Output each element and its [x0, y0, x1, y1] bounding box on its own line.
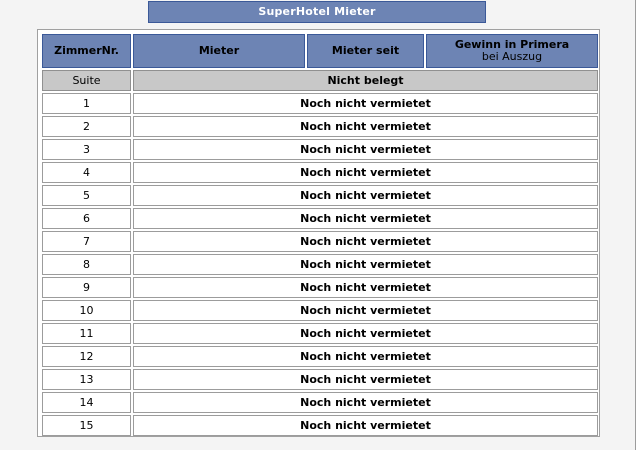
room-number-cell: 11 — [42, 323, 131, 344]
table-row — [42, 369, 598, 390]
room-number-cell: 8 — [42, 254, 131, 275]
column-header-profit-subtitle: bei Auszug — [481, 50, 543, 63]
room-status-cell: Noch nicht vermietet — [133, 346, 598, 367]
room-number-cell: 10 — [42, 300, 131, 321]
room-number-cell: 12 — [42, 346, 131, 367]
page-title: SuperHotel Mieter — [148, 1, 486, 23]
tenant-panel — [37, 29, 600, 437]
table-row — [42, 254, 598, 275]
table-row — [42, 185, 598, 206]
room-status-cell: Noch nicht vermietet — [133, 162, 598, 183]
table-row — [42, 162, 598, 183]
room-number-cell: 14 — [42, 392, 131, 413]
suite-row — [42, 70, 598, 91]
table-row — [42, 93, 598, 114]
column-header-profit — [426, 34, 598, 68]
table-row — [42, 277, 598, 298]
column-header-room: ZimmerNr. — [42, 34, 131, 68]
room-number-cell: 5 — [42, 185, 131, 206]
column-header-profit-title: Gewinn in Primera — [454, 38, 570, 51]
room-status-cell: Noch nicht vermietet — [133, 415, 598, 436]
column-header-tenant: Mieter — [133, 34, 305, 68]
room-number-cell: 7 — [42, 231, 131, 252]
table-row — [42, 116, 598, 137]
room-status-cell: Noch nicht vermietet — [133, 392, 598, 413]
room-status-cell: Noch nicht vermietet — [133, 139, 598, 160]
room-status-cell: Noch nicht vermietet — [133, 277, 598, 298]
table-row — [42, 415, 598, 436]
room-number-cell: 13 — [42, 369, 131, 390]
room-status-cell: Noch nicht vermietet — [133, 116, 598, 137]
room-status-cell: Noch nicht vermietet — [133, 185, 598, 206]
table-row — [42, 392, 598, 413]
room-number-cell: 15 — [42, 415, 131, 436]
room-number-cell: 1 — [42, 93, 131, 114]
table-row — [42, 231, 598, 252]
room-status-cell: Noch nicht vermietet — [133, 231, 598, 252]
room-status-cell: Noch nicht vermietet — [133, 208, 598, 229]
suite-room-cell: Suite — [42, 70, 131, 91]
table-row — [42, 346, 598, 367]
tenant-table — [40, 32, 600, 438]
room-status-cell: Noch nicht vermietet — [133, 93, 598, 114]
room-number-cell: 6 — [42, 208, 131, 229]
room-number-cell: 4 — [42, 162, 131, 183]
suite-status-cell: Nicht belegt — [133, 70, 598, 91]
room-number-cell: 9 — [42, 277, 131, 298]
room-number-cell: 2 — [42, 116, 131, 137]
table-row — [42, 300, 598, 321]
room-status-cell: Noch nicht vermietet — [133, 369, 598, 390]
room-status-cell: Noch nicht vermietet — [133, 323, 598, 344]
table-row — [42, 139, 598, 160]
table-header-row — [42, 34, 598, 68]
column-header-since: Mieter seit — [307, 34, 424, 68]
table-row — [42, 208, 598, 229]
table-row — [42, 323, 598, 344]
room-number-cell: 3 — [42, 139, 131, 160]
room-status-cell: Noch nicht vermietet — [133, 300, 598, 321]
room-status-cell: Noch nicht vermietet — [133, 254, 598, 275]
